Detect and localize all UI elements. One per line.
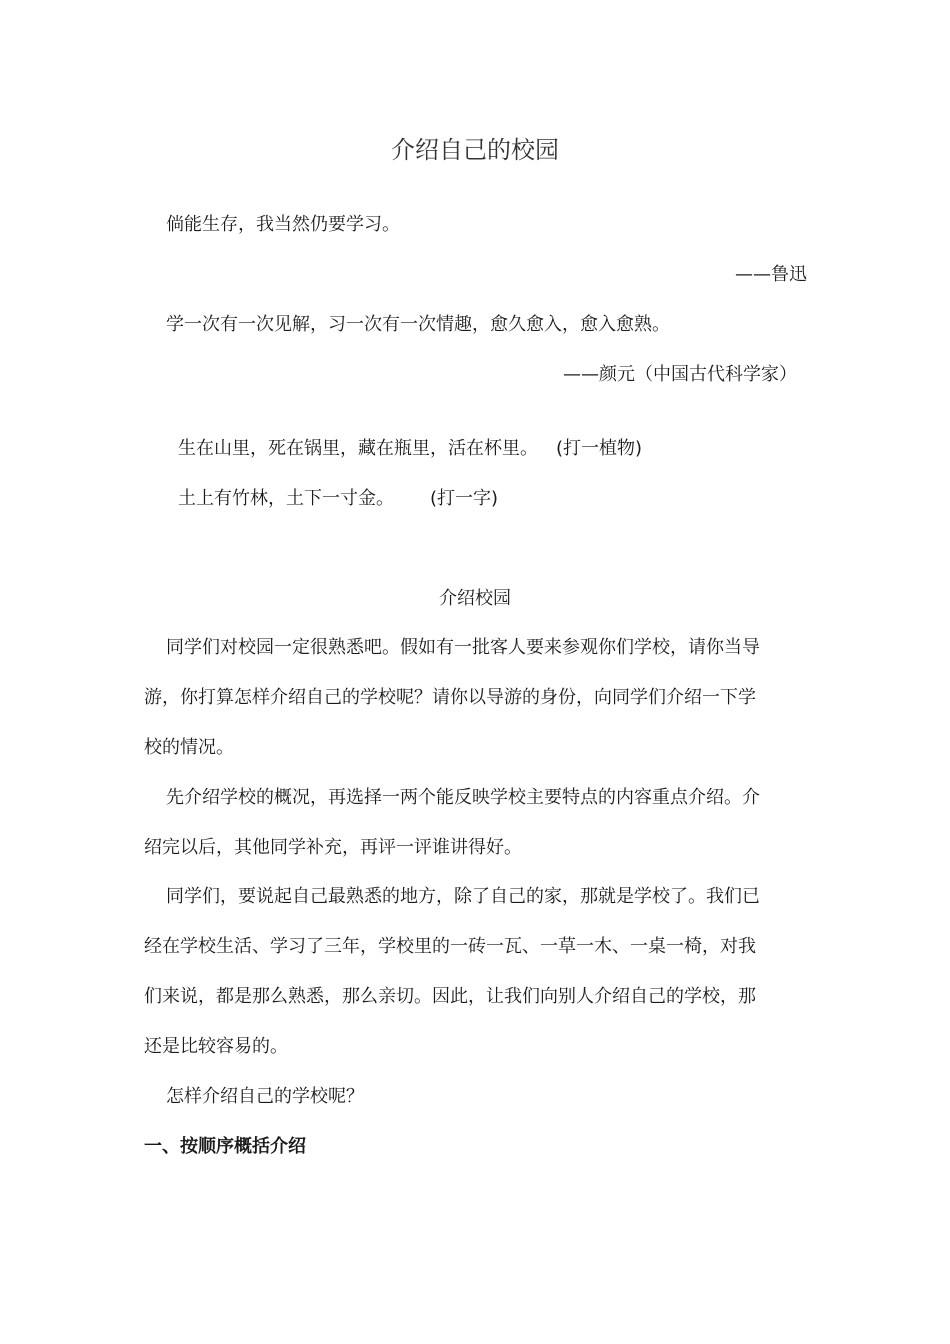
riddle-hint: (打一植物) xyxy=(556,438,643,459)
riddle-line xyxy=(178,487,498,511)
paragraph-line: 们来说，都是那么熟悉，那么亲切。因此，让我们向别人介绍自己的学校，那 xyxy=(144,986,756,1007)
paragraph-line: 同学们对校园一定很熟悉吧。假如有一批客人要来参观你们学校，请你当导 xyxy=(166,637,760,658)
riddle-text: 生在山里，死在锅里，藏在瓶里，活在杯里。 xyxy=(178,438,538,459)
paragraph-line: 绍完以后，其他同学补充，再评一评谁讲得好。 xyxy=(144,837,522,858)
riddle-line xyxy=(178,437,642,461)
section-title: 介绍校园 xyxy=(439,588,511,609)
paragraph-line: 还是比较容易的。 xyxy=(144,1036,288,1057)
riddle-hint: (打一字) xyxy=(430,488,499,509)
quote-attribution: ——颜元（中国古代科学家） xyxy=(563,364,797,385)
paragraph-line: 怎样介绍自己的学校呢？ xyxy=(166,1086,364,1107)
paragraph-line: 校的情况。 xyxy=(144,737,234,758)
paragraph-line: 经在学校生活、学习了三年，学校里的一砖一瓦、一草一木、一桌一椅，对我 xyxy=(144,936,756,957)
quote-text: 学一次有一次见解，习一次有一次情趣，愈久愈入，愈入愈熟。 xyxy=(166,314,670,335)
page-title: 介绍自己的校园 xyxy=(391,136,559,164)
quote-text: 倘能生存，我当然仍要学习。 xyxy=(166,214,400,235)
quote-attribution: ——鲁迅 xyxy=(735,264,807,285)
riddle-text: 土上有竹林，土下一寸金。 xyxy=(178,488,394,509)
paragraph-line: 游，你打算怎样介绍自己的学校呢？请你以导游的身份，向同学们介绍一下学 xyxy=(144,687,756,708)
paragraph-line: 同学们，要说起自己最熟悉的地方，除了自己的家，那就是学校了。我们已 xyxy=(166,886,760,907)
paragraph-line: 先介绍学校的概况，再选择一两个能反映学校主要特点的内容重点介绍。介 xyxy=(166,787,760,808)
section-heading: 一、按顺序概括介绍 xyxy=(144,1136,306,1157)
